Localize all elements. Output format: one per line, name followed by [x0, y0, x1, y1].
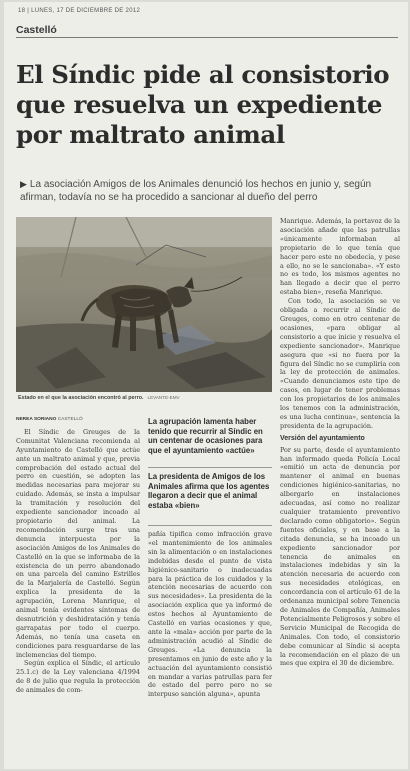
section-divider — [16, 37, 398, 38]
body-paragraph: El Síndic de Greuges de la Comunitat Valenciana recomienda al Ayuntamiento de Castelló que actúe ante un maltrato animal y que, previa comprobación del estado actual del perro en cuestión, se adopten las medidas necesarias para mejorar su cuidado. Además, se insta a impulsar la tramitación y resolución del expediente sancionador incoado al propietario del animal. La recomendación surge tras una denuncia interpuesta por la asociación Amigos de los Animales de Castelló en la que se informaba de la existencia de un perro abandonado en una parcela del camino Estrilles de la Marjalería de Castelló. Según explica la presidenta de la agrupación, Lorena Manrique, el animal tenía evidentes síntomas de desnutrición y deshidratación y tenía garrapatas por todo el cuerpo. Además, no tenía una caseta en condiciones para resguardarse de las inclemencias del tiempo. — [16, 427, 140, 659]
lede-text: La asociación Amigos de los Animales denunció los hechos en junio y, según afirman, todavía no se ha procedido a sancionar al dueño del perro — [20, 179, 372, 203]
body-paragraph: Manrique. Además, la portavoz de la asociación añade que las patrullas «únicamente informaban al propietario de lo que tenía que hacer pero este no obedecía, y pese a ello, no se le sancionaba». «Y esto no es todo, los mismos agentes no han llegado a decir que el perro estaba bien», reseña Manrique. — [280, 217, 400, 297]
dog-photo-image — [16, 217, 272, 392]
headline-line-2: que resuelva un expediente — [16, 90, 383, 119]
pull-quote-divider — [148, 525, 272, 526]
body-paragraph: pañía tipifica como infracción grave «el mantenimiento de los animales sin la alimentación o en instalaciones indebidas desde el punto de vista higiénico-sanitario o inadecuadas para la práctica de los cuidados y la atención necesarias de acuerdo con sus necesidades». La presidenta de la asociación explica que ya informó de estos hechos al Ayuntamiento de Castelló en varias ocasiones y que, ante la «mala» acción por parte de la administración acudió al Síndic de Greuges. «La denuncia la presentamos en junio de este año y la actuación del ayuntamiento consistió en mandar a varias patrullas para fer de estado del perro pero no se interpuso sanción alguna», apunta — [148, 530, 272, 699]
headline-line-3: por maltrato animal — [16, 120, 285, 149]
photo-credit: LEVANTE-EMV — [147, 395, 180, 400]
triangle-bullet-icon: ▶ — [20, 179, 27, 189]
headline-line-1: El Síndic pide al consistorio — [16, 60, 390, 89]
body-paragraph: Según explica el Síndic, el artículo 25.1.c) de la Ley valenciana 4/1994 de 8 de julio que regula la protección de animales de com- — [16, 659, 140, 695]
pull-quote-divider — [148, 467, 272, 468]
page-folio: 18 | LUNES, 17 DE DICIEMBRE DE 2012 — [18, 8, 141, 14]
article-lede — [20, 178, 395, 204]
caption-text: Estado en el que la asociación encontró al perro. — [18, 395, 144, 401]
body-paragraph: Por su parte, desde el ayuntamiento han informado queda Policía Local «emitió un acta de denuncia por mantener el animal en buenas condiciones higiénico-sanitarias, no albergarlo en instalaciones adecuadas, así como no realizar cualquier tratamiento preventivo declarado como obligatorio». Según fuentes oficiales, y en base a la citada denuncia, se ha incoado un expediente sancionador por tenencia de animales en instalaciones indebidas y sin la atención necesaria de acuerdo con sus necesidades etológicas, en concordancia con el artículo 61 de la ordenanza municipal sobre Tenencia de Animales de Compañía, Animales Potencialmente Peligrosos y sobre el Servicio Municipal de Recogida de Animales. Con todo, el consistorio debe comunicar al Síndic si acepta la recomendación en el plazo de un mes que expira el 30 de diciembre. — [280, 445, 400, 668]
column-2 — [148, 530, 272, 699]
photo-caption — [18, 395, 270, 401]
body-paragraph: Con todo, la asociación se ve obligada a recurrir al Síndic de Greuges, como en otro centenar de ocasiones, «para obligar al consistorio a que inicie y resuelva el expediente sancionador». Manrique asegura que «si no fuera por la figura del Síndic no se cumpliría con la ley de protección de animales. «Cuando denunciamos este tipo de casos, en lugar de tener problemas con los propietarios de los animales los tenemos con la administración, es una lucha continua», sentencia la presidenta de la agrupación. — [280, 297, 400, 430]
byline-place: CASTELLÓ — [57, 417, 83, 422]
section-label: Castelló — [16, 24, 57, 36]
subheading: Versión del ayuntamiento — [280, 434, 365, 442]
column-3 — [280, 217, 400, 668]
column-1 — [16, 416, 140, 695]
article-photo — [16, 217, 272, 392]
article-headline — [16, 60, 400, 150]
newspaper-page — [4, 2, 408, 769]
pull-quote: La agrupación lamenta haber tenido que recurrir al Síndic en un centenar de ocasiones para que el ayuntamiento «actúe» — [148, 417, 263, 455]
pull-quote: La presidenta de Amigos de los Animales afirma que los agentes llegaron a decir que el animal estaba «bien» — [148, 472, 270, 510]
byline-author: NEREA SORIANO — [16, 417, 57, 422]
byline — [16, 416, 140, 425]
